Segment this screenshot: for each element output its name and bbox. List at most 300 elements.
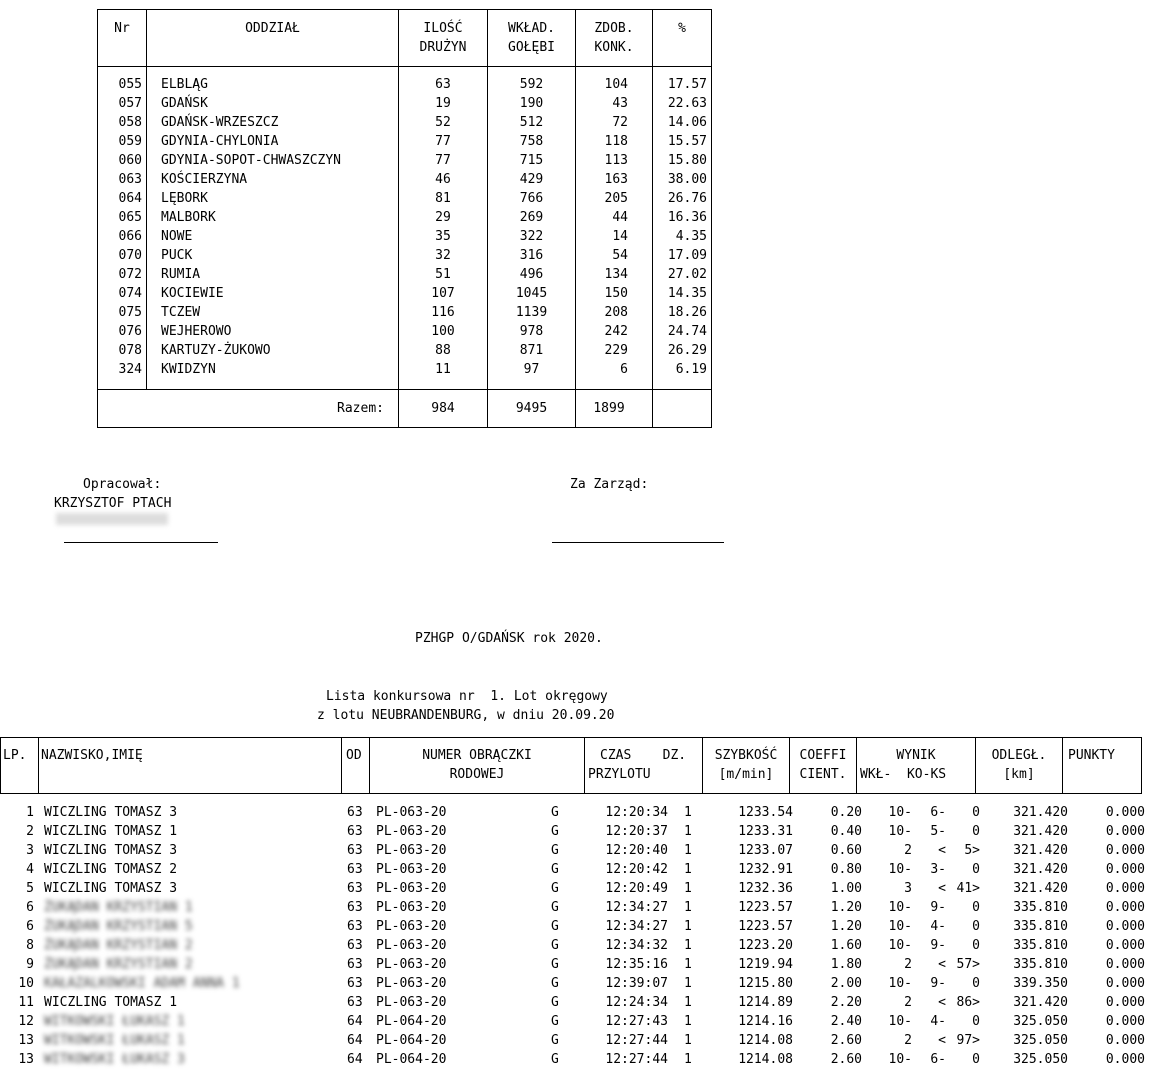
row-time: 12:34:27 <box>605 919 668 934</box>
header-percent: % <box>678 21 686 36</box>
header-nr: Nr <box>114 21 130 36</box>
row-prizes: 205 <box>604 191 628 206</box>
header-zdob: ZDOB. <box>594 21 634 36</box>
row-time: 12:27:44 <box>605 1033 668 1048</box>
row-od: 63 <box>347 919 363 934</box>
row-ks: 0 <box>972 938 980 953</box>
total-label: Razem: <box>337 401 384 416</box>
row-birds: 766 <box>519 191 544 206</box>
row-coef: 0.40 <box>830 824 862 839</box>
row-teams: 11 <box>435 362 451 377</box>
row-name: ŻUKĄDAN KRZYSTIAN 2 <box>44 957 193 972</box>
row-od: 64 <box>347 1052 363 1067</box>
row-nr: 065 <box>118 210 142 225</box>
row-sex: G <box>551 976 559 991</box>
row-speed: 1233.07 <box>738 843 793 858</box>
row-ks: 5> <box>964 843 980 858</box>
row-ko: 9- <box>930 938 946 953</box>
row-points: 0.000 <box>1105 900 1145 915</box>
row-wkl: 10- <box>888 976 912 991</box>
row-lp: 2 <box>26 824 34 839</box>
row-ring: PL-063-20 <box>376 881 447 896</box>
row-speed: 1233.31 <box>738 824 793 839</box>
row-oddzial: NOWE <box>161 229 193 244</box>
row-sex: G <box>551 957 559 972</box>
row-speed: 1214.08 <box>738 1033 793 1048</box>
row-ko: 6- <box>930 805 946 820</box>
row-percent: 26.29 <box>667 343 707 358</box>
row-od: 63 <box>347 881 363 896</box>
row-time: 12:20:42 <box>605 862 668 877</box>
header-od: OD <box>346 748 362 763</box>
row-teams: 81 <box>435 191 451 206</box>
row-ko: < <box>938 881 946 896</box>
row-day: 1 <box>684 805 692 820</box>
row-ring: PL-064-20 <box>376 1033 447 1048</box>
row-nr: 060 <box>118 153 142 168</box>
row-wkl: 10- <box>888 1014 912 1029</box>
row-wkl: 2 <box>904 843 912 858</box>
row-distance: 321.420 <box>1013 995 1068 1010</box>
row-prizes: 242 <box>604 324 628 339</box>
row-ring: PL-064-20 <box>376 1052 447 1067</box>
row-birds: 1045 <box>515 286 548 301</box>
row-sex: G <box>551 1052 559 1067</box>
row-ko: < <box>938 957 946 972</box>
row-sex: G <box>551 1033 559 1048</box>
row-distance: 335.810 <box>1013 957 1068 972</box>
row-teams: 32 <box>435 248 451 263</box>
row-percent: 38.00 <box>667 172 707 187</box>
row-sex: G <box>551 1014 559 1029</box>
row-prizes: 229 <box>604 343 628 358</box>
row-name: WICZLING TOMASZ 2 <box>44 862 178 877</box>
row-ko: 5- <box>930 824 946 839</box>
row-ko: 4- <box>930 1014 946 1029</box>
row-ks: 0 <box>972 900 980 915</box>
row-teams: 63 <box>435 77 451 92</box>
row-name: WITKOWSKI ŁUKASZ 3 <box>44 1052 185 1067</box>
row-points: 0.000 <box>1105 919 1145 934</box>
row-percent: 15.80 <box>667 153 707 168</box>
row-time: 12:35:16 <box>605 957 668 972</box>
row-day: 1 <box>684 938 692 953</box>
row-teams: 116 <box>431 305 455 320</box>
row-speed: 1214.89 <box>738 995 793 1010</box>
row-speed: 1223.20 <box>738 938 793 953</box>
row-speed: 1219.94 <box>738 957 793 972</box>
header-speed-sub: [m/min] <box>718 767 774 782</box>
row-name: ŻUKĄDAN KRZYSTIAN 5 <box>44 919 193 934</box>
prepared-label: Opracował: <box>83 477 162 492</box>
row-nr: 075 <box>118 305 142 320</box>
row-oddzial: WEJHEROWO <box>161 324 232 339</box>
row-time: 12:20:37 <box>605 824 668 839</box>
row-prizes: 118 <box>604 134 628 149</box>
total-prizes: 1899 <box>593 401 625 416</box>
row-nr: 063 <box>118 172 142 187</box>
row-day: 1 <box>684 881 692 896</box>
row-time: 12:27:44 <box>605 1052 668 1067</box>
row-teams: 77 <box>435 153 451 168</box>
row-coef: 2.00 <box>830 976 862 991</box>
flight-line: z lotu NEUBRANDENBURG, w dniu 20.09.20 <box>317 708 615 723</box>
row-lp: 1 <box>26 805 34 820</box>
row-distance: 321.420 <box>1013 881 1068 896</box>
row-nr: 074 <box>118 286 142 301</box>
row-od: 63 <box>347 938 363 953</box>
row-teams: 46 <box>435 172 451 187</box>
row-sex: G <box>551 938 559 953</box>
row-distance: 321.420 <box>1013 843 1068 858</box>
row-prizes: 208 <box>604 305 628 320</box>
row-percent: 24.74 <box>667 324 707 339</box>
row-time: 12:27:43 <box>605 1014 668 1029</box>
row-nr: 072 <box>118 267 142 282</box>
row-percent: 4.35 <box>675 229 707 244</box>
row-name: WICZLING TOMASZ 1 <box>44 824 178 839</box>
row-ks: 0 <box>972 824 980 839</box>
row-oddzial: LĘBORK <box>161 191 208 206</box>
row-wkl: 10- <box>888 805 912 820</box>
row-percent: 27.02 <box>667 267 707 282</box>
row-nr: 078 <box>118 343 142 358</box>
row-wkl: 10- <box>888 824 912 839</box>
row-ring: PL-063-20 <box>376 919 447 934</box>
row-name: ŻUKĄDAN KRZYSTIAN 2 <box>44 938 193 953</box>
row-nr: 059 <box>118 134 142 149</box>
row-distance: 321.420 <box>1013 862 1068 877</box>
row-ks: 57> <box>956 957 980 972</box>
row-speed: 1233.54 <box>738 805 793 820</box>
row-ks: 0 <box>972 805 980 820</box>
row-speed: 1232.36 <box>738 881 793 896</box>
row-speed: 1215.80 <box>738 976 793 991</box>
row-birds: 429 <box>519 172 544 187</box>
row-lp: 9 <box>26 957 34 972</box>
row-teams: 100 <box>431 324 455 339</box>
header-points: PUNKTY <box>1068 748 1115 763</box>
header-golebi: GOŁĘBI <box>508 40 555 55</box>
row-prizes: 134 <box>604 267 628 282</box>
row-distance: 335.810 <box>1013 919 1068 934</box>
row-prizes: 54 <box>612 248 628 263</box>
row-coef: 0.80 <box>830 862 862 877</box>
row-ko: < <box>938 995 946 1010</box>
row-lp: 12 <box>18 1014 34 1029</box>
row-wkl: 10- <box>888 938 912 953</box>
row-name: WICZLING TOMASZ 3 <box>44 843 178 858</box>
row-ring: PL-063-20 <box>376 805 447 820</box>
row-lp: 6 <box>26 900 34 915</box>
row-wkl: 2 <box>904 957 912 972</box>
row-day: 1 <box>684 862 692 877</box>
row-nr: 058 <box>118 115 142 130</box>
row-points: 0.000 <box>1105 1014 1145 1029</box>
row-distance: 339.350 <box>1013 976 1068 991</box>
row-ko: 9- <box>930 900 946 915</box>
row-prizes: 43 <box>612 96 628 111</box>
row-ks: 0 <box>972 1014 980 1029</box>
row-points: 0.000 <box>1105 1052 1145 1067</box>
row-coef: 2.20 <box>830 995 862 1010</box>
row-points: 0.000 <box>1105 824 1145 839</box>
row-name: WICZLING TOMASZ 3 <box>44 881 178 896</box>
row-sex: G <box>551 805 559 820</box>
row-od: 63 <box>347 824 363 839</box>
row-points: 0.000 <box>1105 957 1145 972</box>
header-distance-sub: [km] <box>1003 767 1035 782</box>
total-birds: 9495 <box>515 401 548 416</box>
row-oddzial: ELBLĄG <box>161 77 208 92</box>
row-prizes: 44 <box>612 210 628 225</box>
row-nr: 057 <box>118 96 142 111</box>
row-points: 0.000 <box>1105 938 1145 953</box>
row-lp: 5 <box>26 881 34 896</box>
header-distance: ODLEGŁ. <box>991 748 1047 763</box>
row-ko: 3- <box>930 862 946 877</box>
row-lp: 8 <box>26 938 34 953</box>
header-ring: NUMER OBRĄCZKI <box>422 748 532 763</box>
row-od: 63 <box>347 900 363 915</box>
row-oddzial: KOCIEWIE <box>161 286 224 301</box>
row-name: KAŁAZALKOWSKI ADAM ANNA 1 <box>44 976 240 991</box>
row-name: WICZLING TOMASZ 1 <box>44 995 178 1010</box>
row-teams: 35 <box>435 229 451 244</box>
redacted-license <box>56 513 168 525</box>
row-birds: 871 <box>519 343 544 358</box>
row-teams: 51 <box>435 267 451 282</box>
row-lp: 10 <box>18 976 34 991</box>
row-prizes: 14 <box>612 229 628 244</box>
row-name: WICZLING TOMASZ 3 <box>44 805 178 820</box>
row-od: 64 <box>347 1033 363 1048</box>
row-name: WITKOWSKI ŁUKASZ 1 <box>44 1033 185 1048</box>
row-day: 1 <box>684 824 692 839</box>
header-oddzial: ODDZIAŁ <box>245 21 300 36</box>
row-oddzial: RUMIA <box>161 267 201 282</box>
row-speed: 1214.16 <box>738 1014 793 1029</box>
header-speed: SZYBKOŚĆ <box>714 748 778 763</box>
row-ring: PL-063-20 <box>376 938 447 953</box>
header-wklad: WKŁAD. <box>508 21 555 36</box>
org-year: PZHGP O/GDAŃSK rok 2020. <box>415 631 603 646</box>
row-coef: 2.60 <box>830 1052 862 1067</box>
row-od: 63 <box>347 843 363 858</box>
board-signature-line <box>552 542 724 543</box>
board-label: Za Zarząd: <box>570 477 649 492</box>
row-wkl: 3 <box>904 881 912 896</box>
row-lp: 13 <box>18 1052 34 1067</box>
row-od: 64 <box>347 1014 363 1029</box>
row-oddzial: GDAŃSK <box>161 96 208 111</box>
row-oddzial: MALBORK <box>161 210 216 225</box>
row-oddzial: GDYNIA-CHYLONIA <box>161 134 279 149</box>
row-time: 12:20:40 <box>605 843 668 858</box>
header-konk: KONK. <box>594 40 634 55</box>
row-speed: 1214.08 <box>738 1052 793 1067</box>
row-oddzial: KWIDZYN <box>161 362 216 377</box>
row-day: 1 <box>684 1033 692 1048</box>
row-prizes: 6 <box>620 362 628 377</box>
row-prizes: 163 <box>604 172 628 187</box>
row-ko: 9- <box>930 976 946 991</box>
row-day: 1 <box>684 1052 692 1067</box>
row-percent: 16.36 <box>667 210 707 225</box>
row-points: 0.000 <box>1105 1033 1145 1048</box>
row-od: 63 <box>347 862 363 877</box>
row-prizes: 104 <box>604 77 628 92</box>
row-points: 0.000 <box>1105 881 1145 896</box>
row-lp: 13 <box>18 1033 34 1048</box>
row-percent: 14.06 <box>667 115 707 130</box>
row-percent: 22.63 <box>667 96 707 111</box>
row-day: 1 <box>684 1014 692 1029</box>
row-lp: 3 <box>26 843 34 858</box>
row-birds: 269 <box>519 210 544 225</box>
row-speed: 1223.57 <box>738 919 793 934</box>
row-day: 1 <box>684 976 692 991</box>
row-coef: 1.20 <box>830 919 862 934</box>
row-oddzial: TCZEW <box>161 305 201 320</box>
row-percent: 15.57 <box>667 134 707 149</box>
list-title: Lista konkursowa nr 1. Lot okręgowy <box>326 689 608 704</box>
row-percent: 14.35 <box>667 286 707 301</box>
row-time: 12:20:49 <box>605 881 668 896</box>
row-teams: 77 <box>435 134 451 149</box>
prepared-name: KRZYSZTOF PTACH <box>54 496 172 511</box>
row-wkl: 10- <box>888 919 912 934</box>
row-sex: G <box>551 919 559 934</box>
row-percent: 17.09 <box>667 248 707 263</box>
row-prizes: 150 <box>604 286 628 301</box>
row-speed: 1223.57 <box>738 900 793 915</box>
row-day: 1 <box>684 900 692 915</box>
row-birds: 316 <box>519 248 544 263</box>
row-points: 0.000 <box>1105 862 1145 877</box>
row-teams: 52 <box>435 115 451 130</box>
row-ko: < <box>938 843 946 858</box>
row-ring: PL-063-20 <box>376 862 447 877</box>
header-time-sub: PRZYLOTU <box>588 767 651 782</box>
row-ks: 0 <box>972 976 980 991</box>
row-ko: 4- <box>930 919 946 934</box>
row-oddzial: KOŚCIERZYNA <box>161 172 248 187</box>
row-distance: 335.810 <box>1013 900 1068 915</box>
row-coef: 1.60 <box>830 938 862 953</box>
row-birds: 512 <box>519 115 544 130</box>
row-time: 12:34:32 <box>605 938 668 953</box>
row-ks: 0 <box>972 862 980 877</box>
row-nr: 070 <box>118 248 142 263</box>
row-coef: 1.80 <box>830 957 862 972</box>
header-time: CZAS DZ. <box>600 748 687 763</box>
row-coef: 2.40 <box>830 1014 862 1029</box>
row-distance: 325.050 <box>1013 1052 1068 1067</box>
row-nr: 055 <box>118 77 142 92</box>
row-coef: 1.20 <box>830 900 862 915</box>
row-nr: 064 <box>118 191 142 206</box>
row-speed: 1232.91 <box>738 862 793 877</box>
row-od: 63 <box>347 995 363 1010</box>
row-points: 0.000 <box>1105 805 1145 820</box>
row-ring: PL-063-20 <box>376 900 447 915</box>
row-prizes: 113 <box>604 153 628 168</box>
row-time: 12:20:34 <box>605 805 668 820</box>
row-percent: 6.19 <box>675 362 707 377</box>
row-birds: 97 <box>523 362 540 377</box>
row-sex: G <box>551 900 559 915</box>
row-wkl: 2 <box>904 995 912 1010</box>
row-birds: 592 <box>519 77 544 92</box>
row-nr: 324 <box>118 362 142 377</box>
row-birds: 496 <box>519 267 544 282</box>
row-ks: 0 <box>972 1052 980 1067</box>
row-od: 63 <box>347 957 363 972</box>
header-lp: LP. <box>3 748 27 763</box>
row-birds: 978 <box>519 324 544 339</box>
row-birds: 190 <box>519 96 544 111</box>
row-distance: 325.050 <box>1013 1033 1068 1048</box>
row-nr: 066 <box>118 229 142 244</box>
row-sex: G <box>551 862 559 877</box>
row-coef: 0.20 <box>830 805 862 820</box>
row-name: ŻUKĄDAN KRZYSTIAN 1 <box>44 900 193 915</box>
row-points: 0.000 <box>1105 995 1145 1010</box>
row-sex: G <box>551 824 559 839</box>
row-coef: 2.60 <box>830 1033 862 1048</box>
header-ilosc: ILOŚĆ <box>423 21 463 36</box>
row-wkl: 10- <box>888 862 912 877</box>
row-oddzial: GDYNIA-SOPOT-CHWASZCZYN <box>161 153 342 168</box>
row-name: WITKOWSKI ŁUKASZ 1 <box>44 1014 185 1029</box>
row-day: 1 <box>684 995 692 1010</box>
row-percent: 26.76 <box>667 191 707 206</box>
row-percent: 17.57 <box>667 77 707 92</box>
row-oddzial: PUCK <box>161 248 193 263</box>
header-druzyn: DRUŻYN <box>419 40 467 55</box>
header-result: WYNIK <box>896 748 936 763</box>
row-distance: 321.420 <box>1013 805 1068 820</box>
row-time: 12:39:07 <box>605 976 668 991</box>
row-distance: 325.050 <box>1013 1014 1068 1029</box>
row-lp: 4 <box>26 862 34 877</box>
header-ring-sub: RODOWEJ <box>449 767 505 782</box>
row-birds: 322 <box>519 229 544 244</box>
header-coef: COEFFI <box>799 748 847 763</box>
row-birds: 758 <box>519 134 544 149</box>
row-sex: G <box>551 995 559 1010</box>
row-teams: 29 <box>435 210 451 225</box>
header-coef-sub: CIENT. <box>799 767 847 782</box>
row-sex: G <box>551 843 559 858</box>
row-ring: PL-063-20 <box>376 957 447 972</box>
row-points: 0.000 <box>1105 843 1145 858</box>
row-coef: 1.00 <box>830 881 862 896</box>
row-birds: 1139 <box>515 305 548 320</box>
row-od: 63 <box>347 976 363 991</box>
header-result-sub: WKŁ- KO-KS <box>860 767 947 782</box>
row-ks: 0 <box>972 919 980 934</box>
row-wkl: 2 <box>904 1033 912 1048</box>
row-day: 1 <box>684 919 692 934</box>
row-ks: 41> <box>956 881 980 896</box>
row-time: 12:34:27 <box>605 900 668 915</box>
row-birds: 715 <box>519 153 544 168</box>
prepared-signature-line <box>64 542 218 543</box>
row-ko: 6- <box>930 1052 946 1067</box>
row-lp: 11 <box>18 995 34 1010</box>
